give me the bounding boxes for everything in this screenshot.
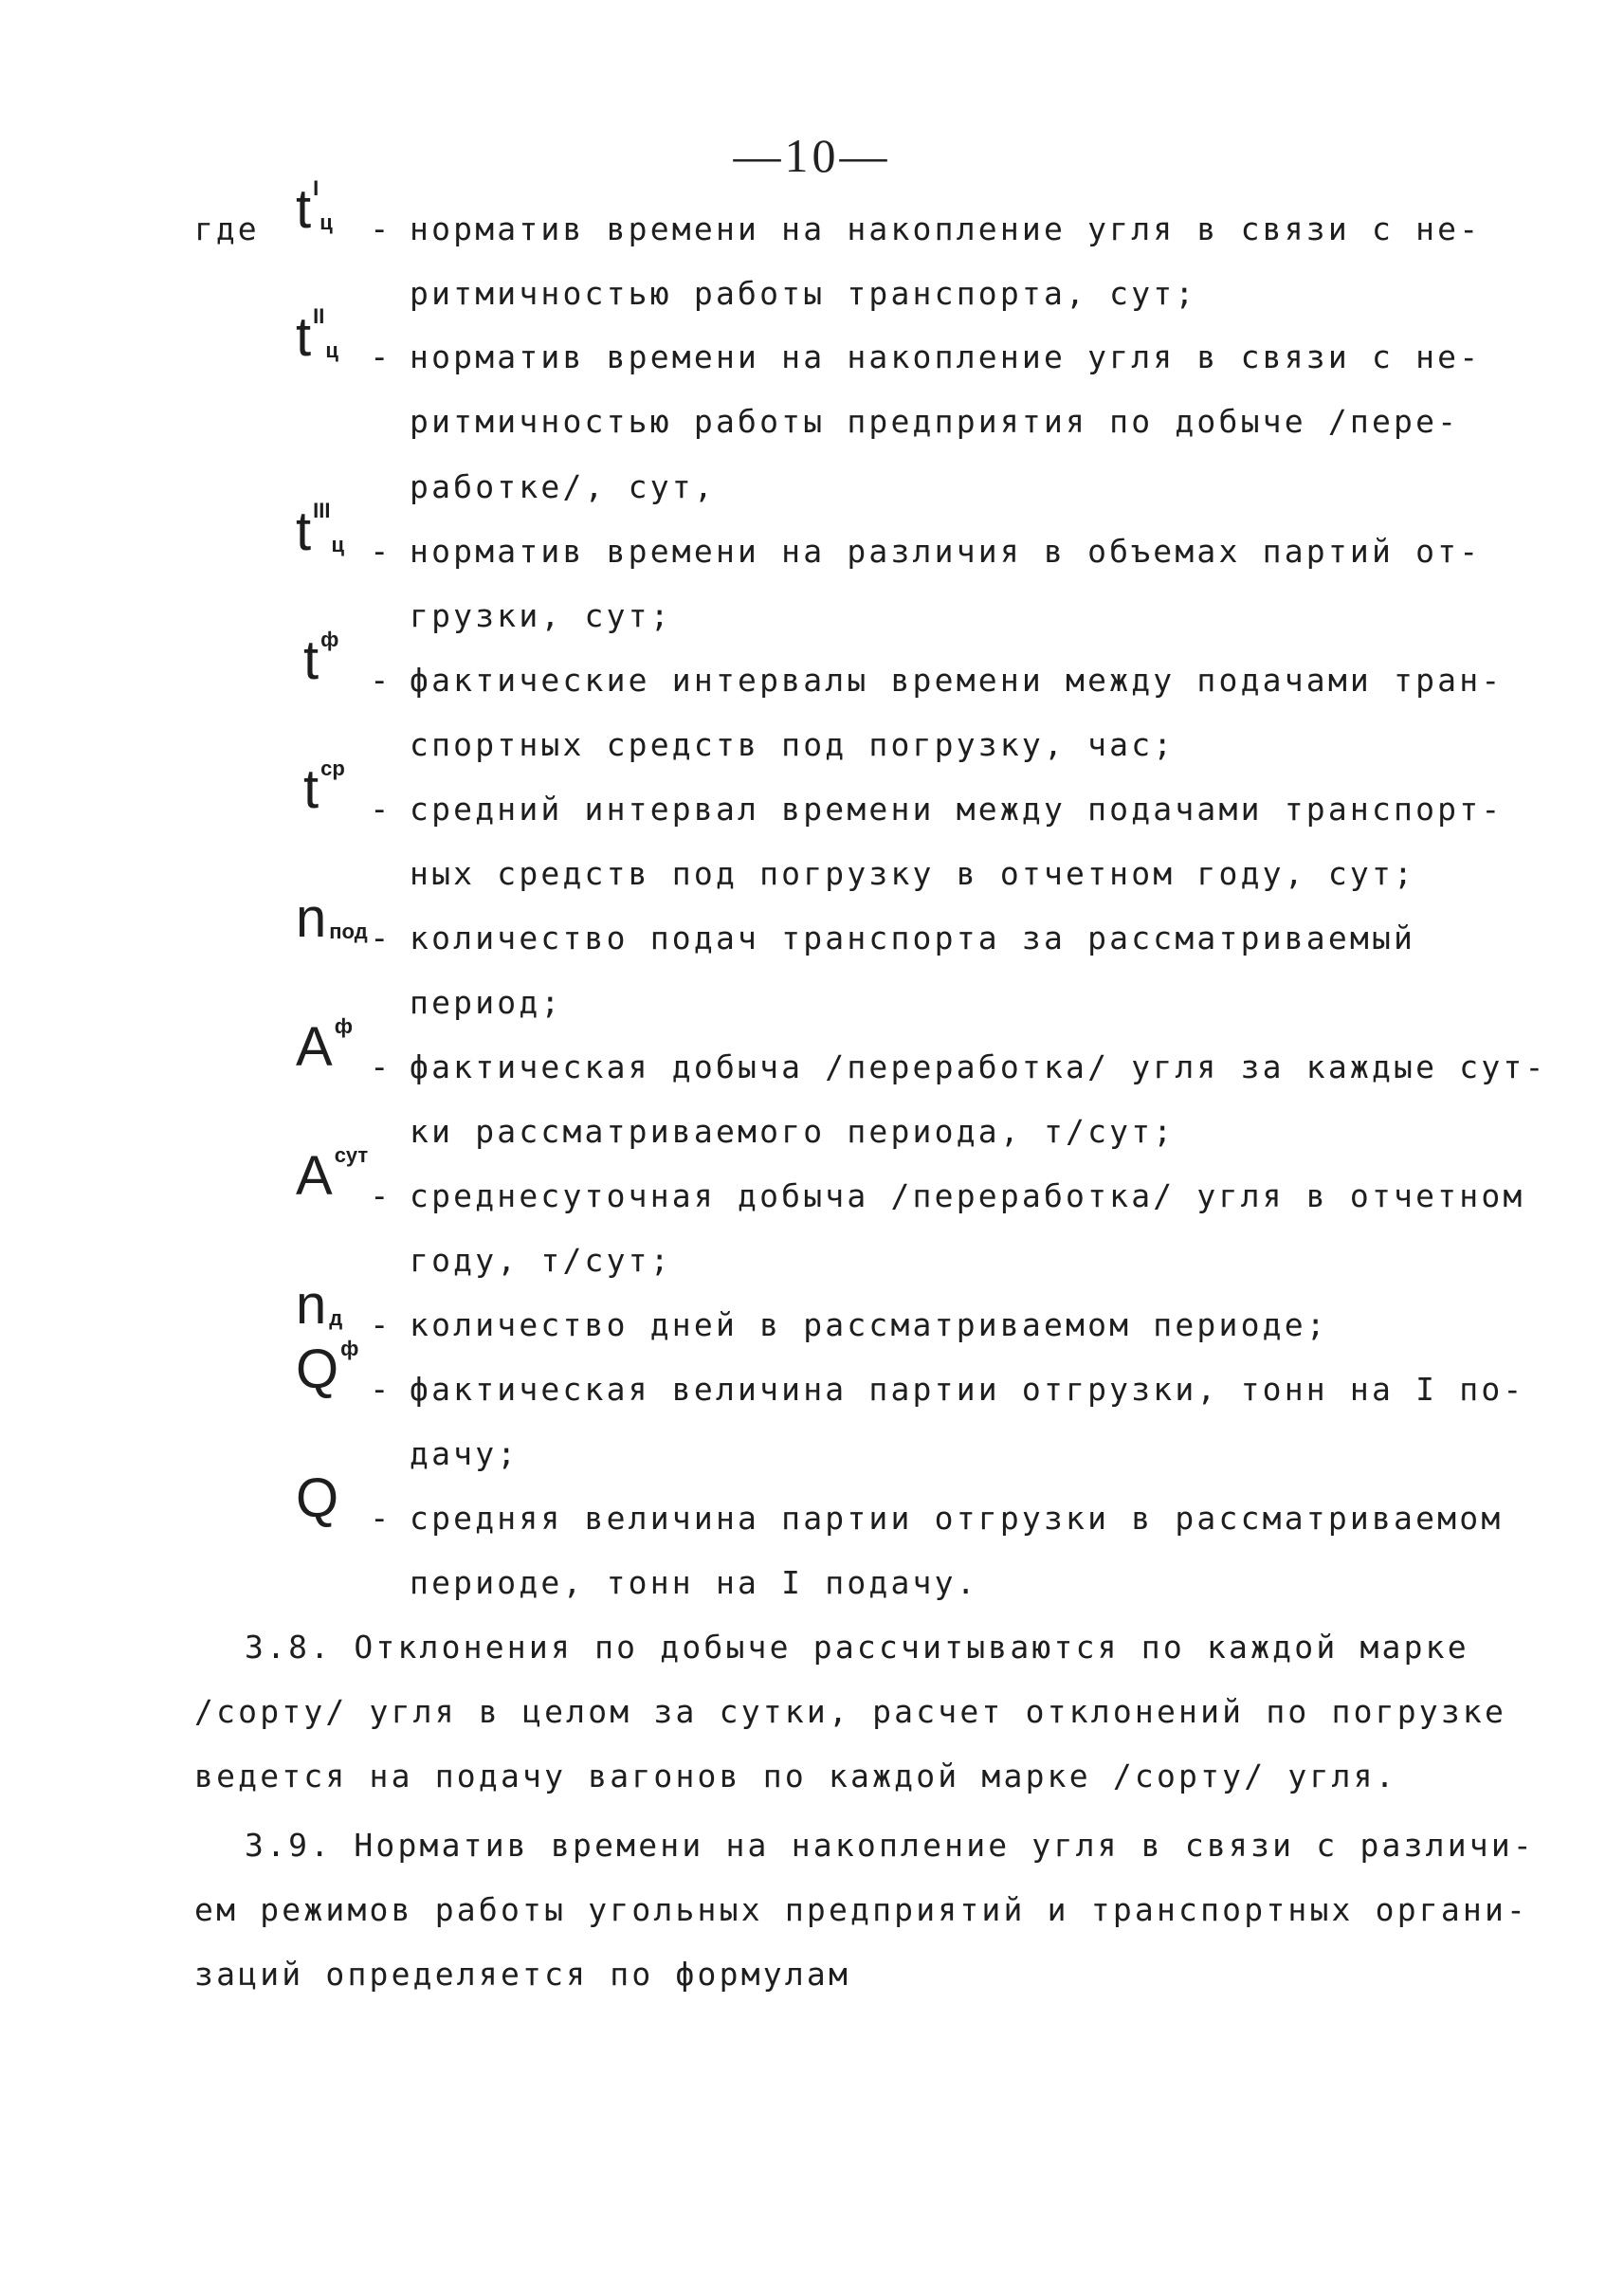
paragraph-line: ведется на подачу вагонов по каждой марке /сорту/ угля. [194,1758,1397,1794]
paragraph-line: 3.8. Отклонения по добыче рассчитываются по каждой марке [245,1629,1469,1666]
paragraph-line: 3.9. Норматив времени на накопление угля в связи с различи- [245,1827,1535,1864]
definition-dash: - [370,1048,390,1086]
definition-line: ритмичностью работы транспорта, сут; [410,275,1197,312]
definition-dash: - [370,210,390,248]
paragraph-line: ем режимов работы угольных предприятий и транспортных органи- [194,1891,1529,1928]
definition-line: среднесуточная добыча /переработка/ угля в отчетном [410,1177,1525,1214]
page-number: —10— [733,129,891,182]
definition-symbol: Q [296,1467,339,1529]
definition-line: ки рассматриваемого периода, т/сут; [410,1113,1176,1150]
definition-line: дачу; [410,1435,520,1472]
definition-line: спортных средств под погрузку, час; [410,726,1176,763]
definition-symbol: $t^ф$ [303,628,339,691]
definition-line: фактические интервалы времени между подачами тран- [410,662,1504,699]
definition-dash: - [370,1371,390,1409]
definition-line: средняя величина партии отгрузки в рассматриваемом [410,1500,1504,1537]
definition-dash: - [370,791,390,829]
paragraph-line: заций определяется по формулам [194,1956,851,1993]
definition-line: норматив времени на различия в объемах партий от- [410,533,1482,570]
intro-word: где [194,210,260,247]
definition-dash: - [370,1500,390,1538]
definition-line: количество подач транспорта за рассматриваемый [410,920,1416,956]
definition-symbol: n $_{под}$ [296,887,368,949]
definition-line: период; [410,984,563,1021]
definition-line: ных средств под погрузку в отчетном году, сут; [410,855,1416,892]
definition-line: году, т/сут; [410,1242,672,1279]
definition-dash: - [370,533,390,571]
paragraph-line: /сорту/ угля в целом за сутки, расчет отклонений по погрузке [194,1693,1507,1730]
definition-symbol: $A^{сут}$ [296,1143,369,1207]
definition-line: грузки, сут; [410,597,672,634]
definition-dash: - [370,662,390,700]
definition-line: норматив времени на накопление угля в связи с не- [410,338,1482,375]
definition-dash: - [370,1177,390,1215]
definition-symbol: $t^{II}_ц$ [296,304,338,368]
definition-symbol: $t^{III}_ц$ [296,499,344,562]
definition-line: работке/, сут, [410,468,716,505]
definition-symbol: $A^ф$ [296,1014,353,1078]
definition-line: фактическая добыча /переработка/ угля за каждые сут- [410,1048,1547,1085]
definition-dash: - [370,1306,390,1344]
definition-line: количество дней в рассматриваемом периоде; [410,1306,1328,1343]
definition-dash: - [370,338,390,376]
definition-line: средний интервал времени между подачами транспорт- [410,791,1504,828]
definition-symbol: $t^{ср}$ [303,756,345,820]
definition-symbol: $Q^ф$ [296,1337,359,1400]
definition-line: ритмичностью работы предприятия по добыче /пере- [410,403,1460,440]
definition-line: норматив времени на накопление угля в связи с не- [410,210,1482,247]
definition-line: периоде, тонн на I подачу. [410,1564,978,1601]
definition-dash: - [370,920,390,957]
definition-symbol: $t^I_ц$ [296,176,333,240]
definition-line: фактическая величина партии отгрузки, тонн на I по- [410,1371,1525,1408]
definition-symbol: n $_д$ [296,1274,343,1336]
